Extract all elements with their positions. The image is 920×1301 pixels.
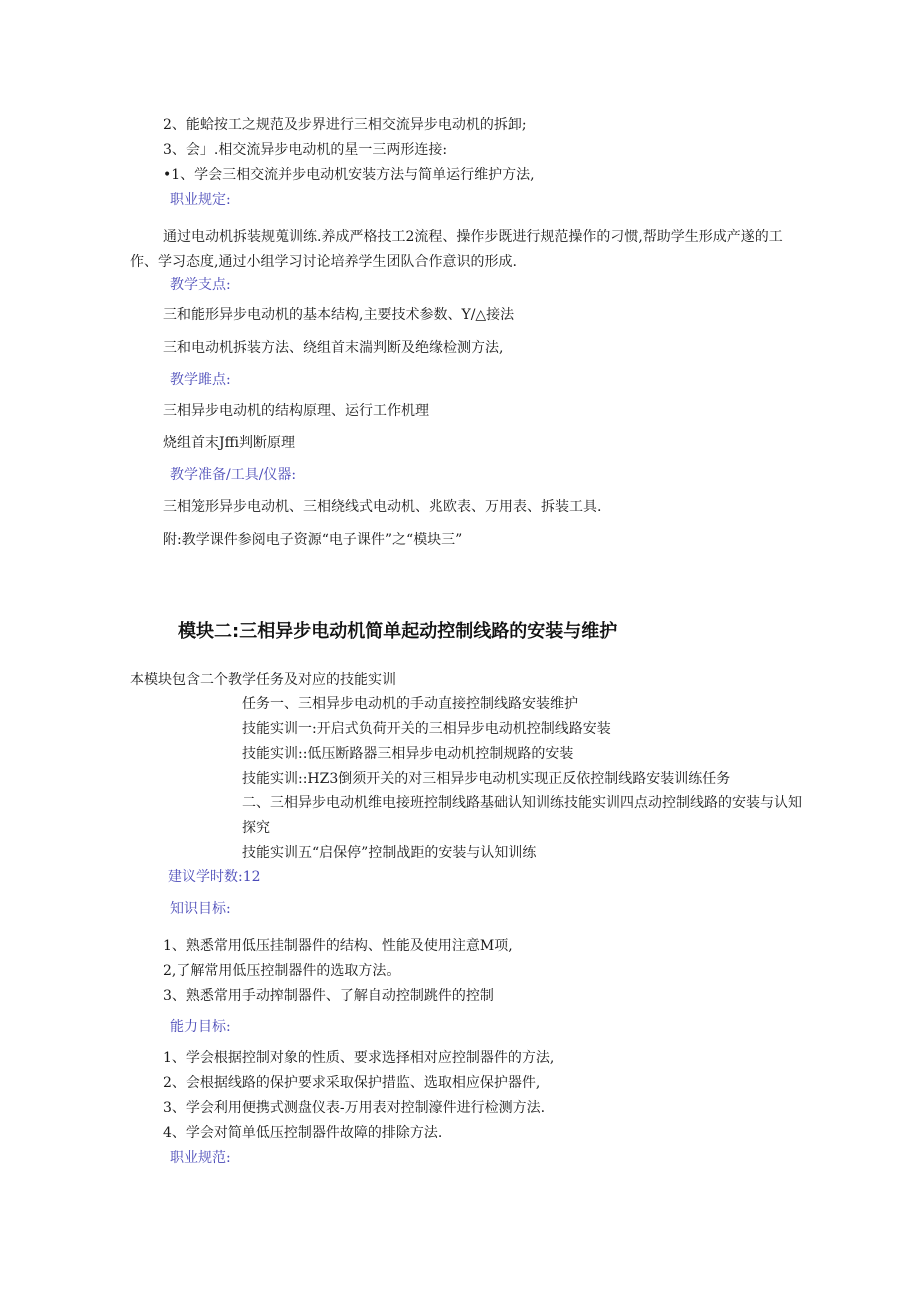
task-item: 任务一、三相异步电动机的手动直接控制线路安装维护 — [242, 696, 578, 712]
knowledge-goal-item: 3、熟悉常用手动搾制器件、了解自动控制跳件的控制 — [163, 988, 494, 1004]
ability-label: 能力目标: — [170, 1019, 231, 1035]
appendix-text: 附:教学课件参阅电子资源“电子课件”之“模块三” — [163, 532, 463, 548]
difficulty-item: 三相异步电动机的结构原理、运行工作机理 — [163, 403, 429, 419]
prep-text: 三相笼形异步电动机、三相绕线式电动机、兆欧表、万用表、拆装工具. — [163, 499, 602, 515]
skill-goal-item: •1、学会三相交流并步电动机安装方法与简单运行维护方法, — [163, 167, 535, 183]
module-intro: 本模块包含二个教学任务及对应的技能实训 — [130, 672, 396, 688]
task-item: 技能实训五“启保停”控制战距的安装与认知训练 — [242, 845, 537, 861]
ability-goal-item: 1、学会根据控制对象的性质、要求选择相对应控制器件的方法, — [163, 1050, 555, 1066]
professional-label: 职业规定: — [170, 192, 231, 208]
difficulty-item: 烧组首末Jffi判断原理 — [163, 435, 296, 451]
ability-goal-item: 2、会根据线路的保护要求采取保护措监、选取相应保护器件, — [163, 1075, 541, 1091]
difficulties-label: 教学雎点: — [170, 372, 231, 388]
skill-goal-item: 2、能蛤按工之规范及步界进行三相交流异步电动机的拆卸; — [163, 117, 527, 133]
skill-goal-item: 3、会」.相交流异步电动机的星一三两形连接: — [163, 142, 448, 158]
hours-label: 建议学时数:12 — [168, 869, 261, 885]
knowledge-goal-item: 2,了解常用低压控制器件的选取方法。 — [163, 963, 401, 979]
ability-goal-item: 3、学会利用便携式测盘仪表-万用表对控制濠件进行检测方法. — [163, 1100, 546, 1116]
knowledge-goal-item: 1、熟悉常用低压挂制器件的结构、性能及使用注意M项, — [163, 938, 513, 954]
ability-goal-item: 4、学会对简单低压控制器件故障的排除方法. — [163, 1125, 443, 1141]
knowledge-label: 知识目标: — [170, 901, 231, 917]
professional-text: 通过电动机拆装规蒐训练.养成严格技工2流程、操作步既进行规范操作的刁惯,帮助学生形成产遂的工作、学习态度,通过小组学习讨论培养学生团队合作意识的形成. — [130, 229, 783, 270]
module-title: 模块二:三相异步电动机简单起动控制线路的安装与维护 — [178, 621, 618, 642]
prep-label: 教学准备/工具/仪器: — [170, 467, 297, 483]
task-item: 技能实训一:开启式负荷开关的三相异步电动机控制线路安装 — [242, 721, 611, 737]
task-item: 技能实训::HZ3倒须开关的对三相异步电动机实现正反依控制线路安装训练任务 — [242, 771, 731, 787]
task-item: 二、三相异步电动机维电接班控制线路基础认知训练技能实训四点动控制线路的安装与认知探究 — [242, 795, 802, 836]
module-professional-label: 职业规范: — [170, 1150, 231, 1166]
task-item: 技能实训::低压断路器三相异步电动机控制规路的安装 — [242, 746, 574, 762]
key-point-item: 三和电动机拆装方法、绕组首末湍判断及绝缘检测方法, — [163, 340, 504, 356]
key-points-label: 教学支点: — [170, 277, 231, 293]
key-point-item: 三和能形异步电动机的基本结构,主要技术参数、Y/△接法 — [163, 307, 515, 323]
